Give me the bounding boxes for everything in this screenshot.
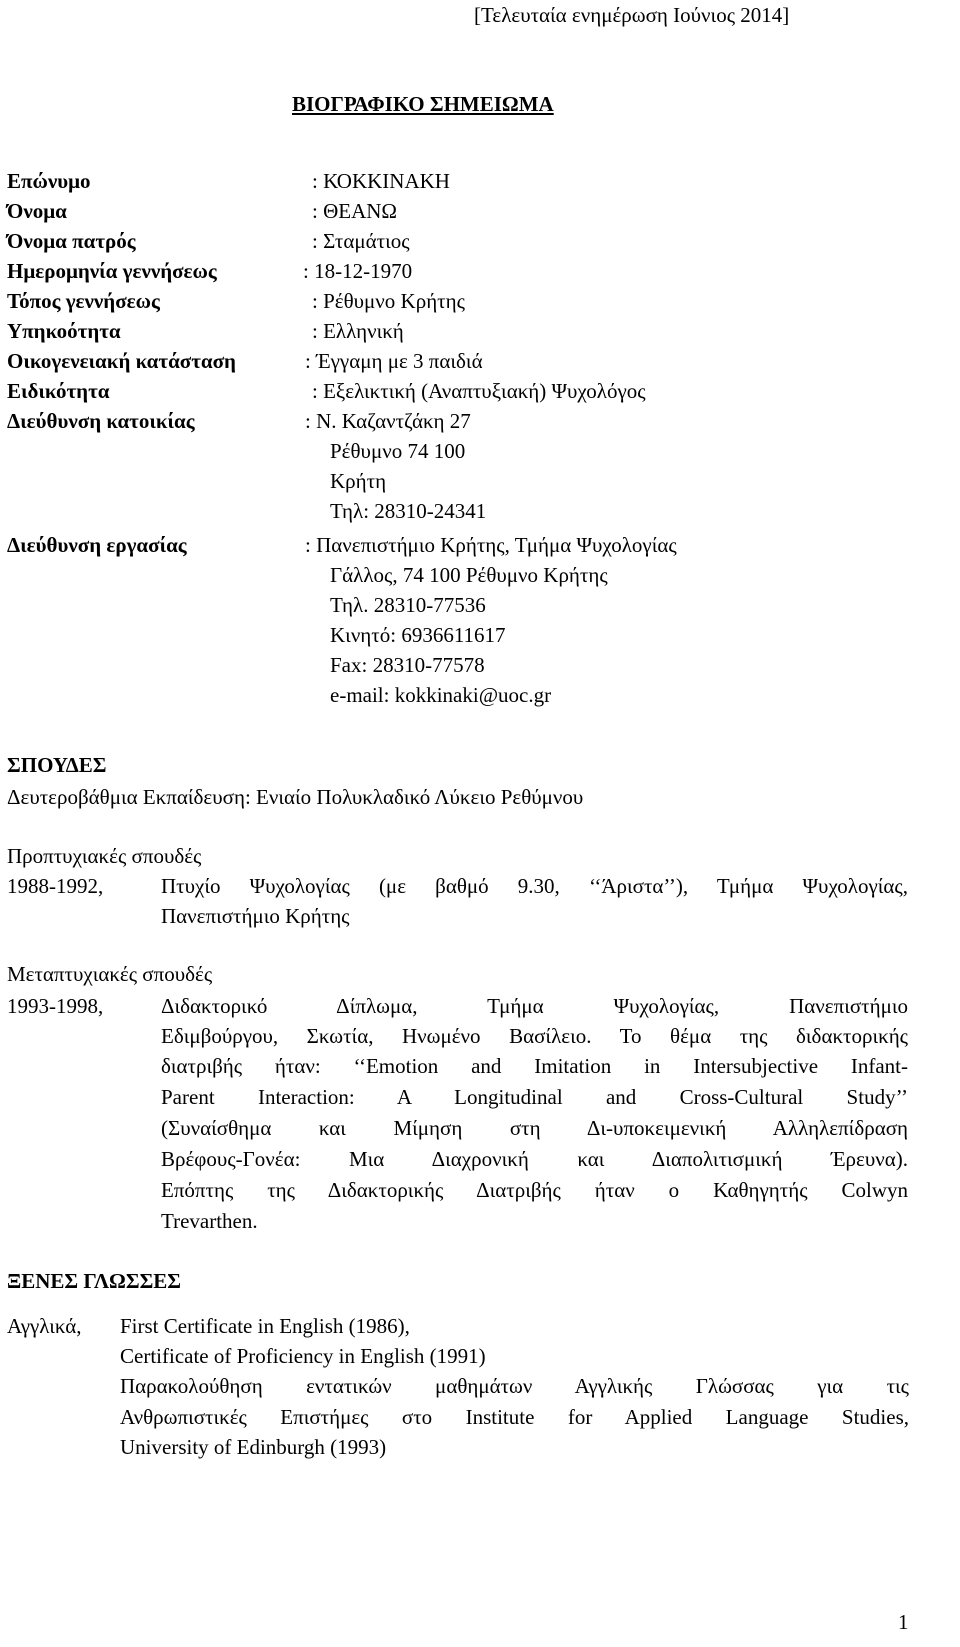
undergraduate-degree: Πτυχίο Ψυχολογίας (με βαθμό 9.30, ‘‘Άριστα’’), Τμήμα Ψυχολογίας, — [161, 874, 908, 898]
page-number: 1 — [898, 1610, 909, 1634]
postgraduate-line: Parent Interaction: A Longitudinal and Cross-Cultural Study’’ — [161, 1085, 908, 1109]
secondary-education: Δευτεροβάθμια Εκπαίδευση: Ενιαίο Πολυκλαδικό Λύκειο Ρεθύμνου — [7, 785, 584, 809]
undergraduate-years: 1988-1992, — [7, 874, 104, 898]
email-address: e-mail: kokkinaki@uoc.gr — [330, 683, 552, 707]
date-of-birth-value: : 18-12-1970 — [303, 259, 413, 283]
specialty-label: Ειδικότητα — [7, 379, 110, 403]
place-of-birth-value: : Ρέθυμνο Κρήτης — [312, 289, 465, 313]
postgraduate-line: Εδιμβούργου, Σκωτία, Ηνωμένο Βασίλειο. Το θέμα της διδακτορικής — [161, 1024, 908, 1048]
citizenship-value: : Ελληνική — [312, 319, 404, 343]
work-phone: Τηλ. 28310-77536 — [330, 593, 486, 617]
home-address-line: Ρέθυμνο 74 100 — [330, 439, 466, 463]
language-line: Παρακολούθηση εντατικών μαθημάτων Αγγλικής Γλώσσας για τις — [120, 1374, 909, 1398]
family-status-value: : Έγγαμη με 3 παιδιά — [305, 349, 483, 373]
postgraduate-years: 1993-1998, — [7, 994, 104, 1018]
studies-heading: ΣΠΟΥΔΕΣ — [7, 753, 107, 777]
date-of-birth-label: Ημερομηνία γεννήσεως — [7, 259, 217, 283]
language-line: First Certificate in English (1986), — [120, 1314, 410, 1338]
home-address-line: Κρήτη — [330, 469, 387, 493]
work-address-line: Γάλλος, 74 100 Ρέθυμνο Κρήτης — [330, 563, 608, 587]
specialty-value: : Εξελικτική (Αναπτυξιακή) Ψυχολόγος — [312, 379, 646, 403]
citizenship-label: Υπηκοότητα — [7, 319, 121, 343]
languages-heading: ΞΕΝΕΣ ΓΛΩΣΣΕΣ — [7, 1269, 182, 1293]
father-name-value: : Σταμάτιος — [312, 229, 410, 253]
undergraduate-university: Πανεπιστήμιο Κρήτης — [161, 904, 350, 928]
home-address-line: : Ν. Καζαντζάκη 27 — [305, 409, 471, 433]
english-label: Αγγλικά, — [7, 1314, 82, 1338]
fax-number: Fax: 28310-77578 — [330, 653, 485, 677]
language-line: Certificate of Proficiency in English (1991) — [120, 1344, 486, 1368]
last-updated-note: [Τελευταία ενημέρωση Ιούνιος 2014] — [474, 3, 790, 27]
home-phone: Τηλ: 28310-24341 — [330, 499, 487, 523]
name-value: : ΘΕΑΝΩ — [312, 199, 398, 223]
place-of-birth-label: Τόπος γεννήσεως — [7, 289, 160, 313]
page-title: ΒΙΟΓΡΑΦΙΚΟ ΣΗΜΕΙΩΜΑ — [292, 92, 554, 116]
family-status-label: Οικογενειακή κατάσταση — [7, 349, 236, 373]
work-address-line: : Πανεπιστήμιο Κρήτης, Τμήμα Ψυχολογίας — [305, 533, 677, 557]
surname-value: : ΚΟΚΚΙΝΑΚΗ — [312, 169, 450, 193]
work-address-label: Διεύθυνση εργασίας — [7, 533, 187, 557]
postgraduate-line: Διδακτορικό Δίπλωμα, Τμήμα Ψυχολογίας, Πανεπιστήμιο — [161, 994, 908, 1018]
surname-label: Επώνυμο — [7, 169, 91, 193]
home-address-label: Διεύθυνση κατοικίας — [7, 409, 195, 433]
father-name-label: Όνομα πατρός — [7, 229, 136, 253]
name-label: Όνομα — [7, 199, 67, 223]
postgraduate-line: (Συναίσθημα και Μίμηση στη Δι-υποκειμενική Αλληλεπίδραση — [161, 1116, 908, 1140]
postgraduate-heading: Μεταπτυχιακές σπουδές — [7, 962, 213, 986]
language-line: University of Edinburgh (1993) — [120, 1435, 387, 1459]
postgraduate-line: διατριβής ήταν: ‘‘Emotion and Imitation in Intersubjective Infant- — [161, 1054, 908, 1078]
postgraduate-line: Trevarthen. — [161, 1209, 258, 1233]
postgraduate-line: Επόπτης της Διδακτορικής Διατριβής ήταν ο Καθηγητής Colwyn — [161, 1178, 908, 1202]
undergraduate-heading: Προπτυχιακές σπουδές — [7, 844, 202, 868]
language-line: Ανθρωπιστικές Επιστήμες στο Institute for Applied Language Studies, — [120, 1405, 909, 1429]
postgraduate-line: Βρέφους-Γονέα: Μια Διαχρονική και Διαπολιτισμική Έρευνα). — [161, 1147, 908, 1171]
mobile-phone: Κινητό: 6936611617 — [330, 623, 506, 647]
